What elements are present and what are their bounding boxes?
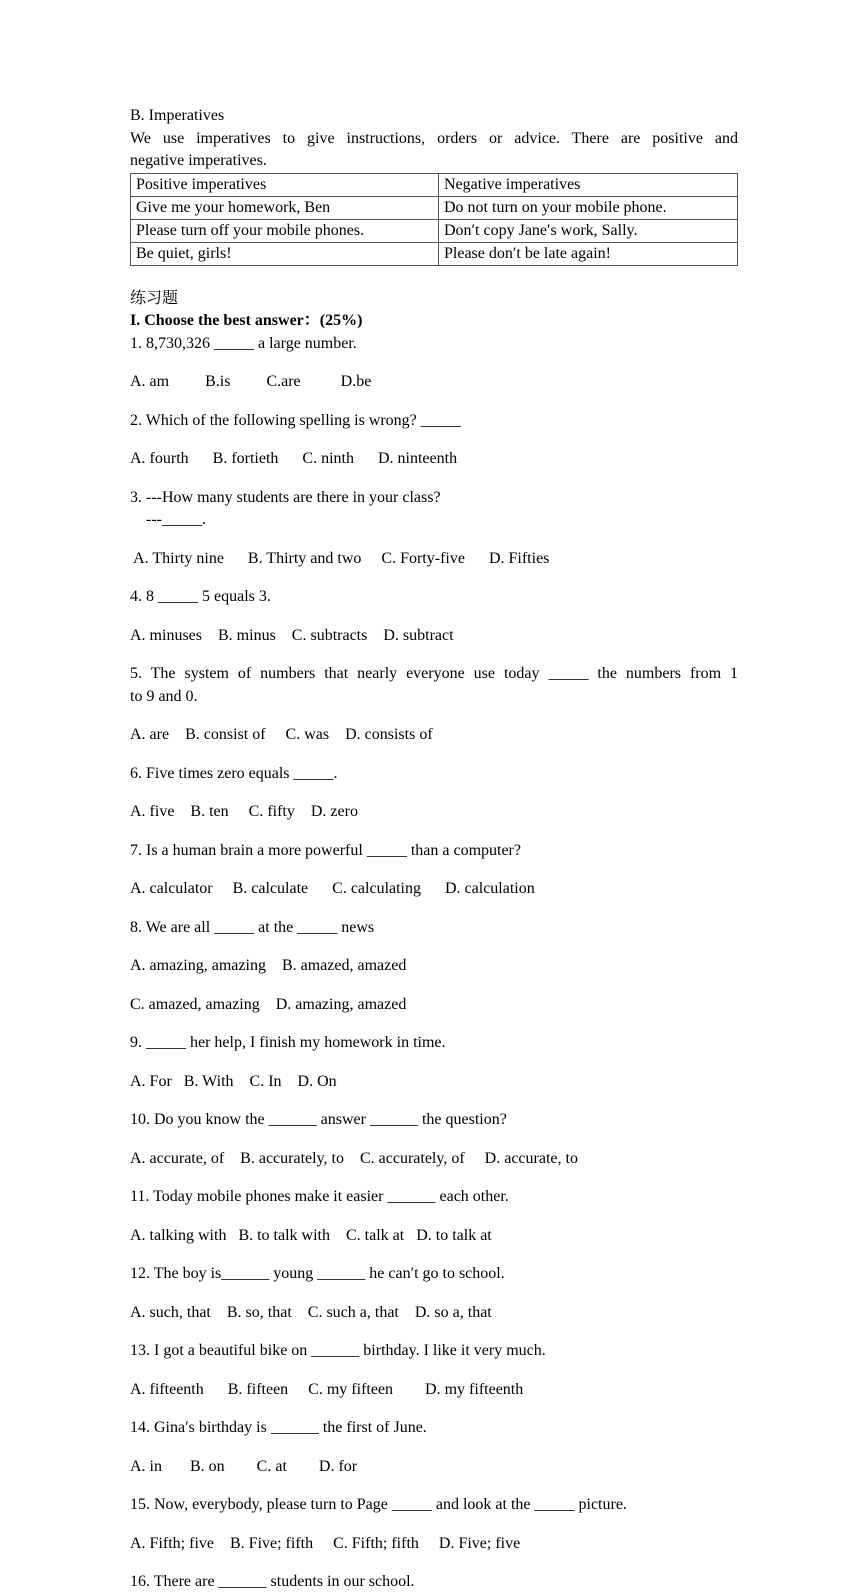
question-text: 8. We are all _____ at the _____ news bbox=[130, 918, 375, 936]
question-options: A. Fifth; five B. Five; fifth C. Fifth; fifth D. Five; five bbox=[130, 1534, 521, 1552]
question-item bbox=[130, 763, 738, 824]
question-text: 5. The system of numbers that nearly everyone use today _____ the numbers from 1 bbox=[130, 665, 738, 682]
question-options: A. are B. consist of C. was D. consists of bbox=[130, 726, 433, 743]
question-options: A. talking with B. to talk with C. talk at D. to talk at bbox=[130, 1226, 492, 1244]
imperatives-table bbox=[130, 173, 738, 266]
document-page bbox=[130, 105, 738, 1594]
question-text: 2. Which of the following spelling is wrong? _____ bbox=[130, 411, 461, 429]
question-text: 3. ---How many students are there in your class? bbox=[130, 488, 441, 506]
question-text: 15. Now, everybody, please turn to Page _____ and look at the _____ picture. bbox=[130, 1496, 627, 1513]
question-text: 7. Is a human brain a more powerful _____ than a computer? bbox=[130, 841, 521, 859]
question-options: A. accurate, of B. accurately, to C. accurately, of D. accurate, to bbox=[130, 1149, 578, 1167]
question-options: A. Thirty nine B. Thirty and two C. Forty-five D. Fifties bbox=[130, 549, 550, 567]
question-list bbox=[130, 333, 738, 1594]
question-options: A. am B.is C.are D.be bbox=[130, 373, 372, 390]
section-title: B. Imperatives bbox=[130, 107, 225, 124]
table-row bbox=[131, 219, 738, 242]
question-text: 11. Today mobile phones make it easier ______ each other. bbox=[130, 1188, 509, 1205]
question-options-continued: C. amazed, amazing D. amazing, amazed bbox=[130, 995, 407, 1013]
table-row bbox=[131, 196, 738, 219]
part-title: I. Choose the best answer：(25%) bbox=[130, 312, 363, 329]
question-text: 12. The boy is______ young ______ he can′t go to school. bbox=[130, 1265, 505, 1282]
table-cell: Be quiet, girls! bbox=[131, 242, 439, 265]
question-text: 4. 8 _____ 5 equals 3. bbox=[130, 588, 271, 605]
table-cell: Please don′t be late again! bbox=[439, 242, 738, 265]
question-item bbox=[130, 663, 738, 747]
question-item bbox=[130, 586, 738, 647]
question-options: A. in B. on C. at D. for bbox=[130, 1457, 358, 1475]
table-cell: Do not turn on your mobile phone. bbox=[439, 196, 738, 219]
question-item bbox=[130, 917, 738, 1017]
question-options: A. fourth B. fortieth C. ninth D. ninteenth bbox=[130, 450, 458, 467]
question-text-continued: to 9 and 0. bbox=[130, 687, 198, 705]
exercise-heading: 练习题 bbox=[130, 289, 179, 307]
question-text-continued: ---_____. bbox=[130, 511, 206, 528]
question-options: A. minuses B. minus C. subtracts D. subtract bbox=[130, 626, 454, 644]
question-item bbox=[130, 1494, 738, 1555]
question-options: A. amazing, amazing B. amazed, amazed bbox=[130, 957, 407, 974]
section-intro-line-1: We use imperatives to give instructions, orders or advice. There are positive and bbox=[130, 129, 738, 147]
table-header-cell: Negative imperatives bbox=[439, 173, 738, 196]
question-item bbox=[130, 1340, 738, 1401]
question-options: A. For B. With C. In D. On bbox=[130, 1072, 337, 1090]
question-item bbox=[130, 1417, 738, 1478]
question-text: 10. Do you know the ______ answer ______ the question? bbox=[130, 1111, 507, 1128]
table-row bbox=[131, 242, 738, 265]
question-item bbox=[130, 333, 738, 394]
question-item bbox=[130, 410, 738, 471]
question-item bbox=[130, 487, 738, 571]
table-cell: Give me your homework, Ben bbox=[131, 196, 439, 219]
table-cell: Don′t copy Jane′s work, Sally. bbox=[439, 219, 738, 242]
spacer bbox=[130, 266, 738, 288]
question-text: 9. _____ her help, I finish my homework in time. bbox=[130, 1034, 446, 1051]
table-cell: Please turn off your mobile phones. bbox=[131, 219, 439, 242]
question-options: A. fifteenth B. fifteen C. my fifteen D. my fifteenth bbox=[130, 1380, 524, 1398]
question-item bbox=[130, 1186, 738, 1247]
question-options: A. calculator B. calculate C. calculating D. calculation bbox=[130, 880, 535, 897]
question-text: 6. Five times zero equals _____. bbox=[130, 764, 338, 782]
question-text: 1. 8,730,326 _____ a large number. bbox=[130, 334, 357, 352]
question-item bbox=[130, 1263, 738, 1324]
question-item bbox=[130, 840, 738, 901]
question-text: 13. I got a beautiful bike on ______ birthday. I like it very much. bbox=[130, 1342, 546, 1359]
question-text: 16. There are ______ students in our school. bbox=[130, 1573, 415, 1590]
section-intro-line-2: negative imperatives. bbox=[130, 152, 267, 169]
question-item bbox=[130, 1571, 738, 1594]
table-header-row bbox=[131, 173, 738, 196]
table-header-cell: Positive imperatives bbox=[131, 173, 439, 196]
question-item bbox=[130, 1032, 738, 1093]
question-options: A. five B. ten C. fifty D. zero bbox=[130, 803, 358, 820]
question-text: 14. Gina′s birthday is ______ the first of June. bbox=[130, 1419, 427, 1436]
question-options: A. such, that B. so, that C. such a, that D. so a, that bbox=[130, 1303, 492, 1321]
question-item bbox=[130, 1109, 738, 1170]
